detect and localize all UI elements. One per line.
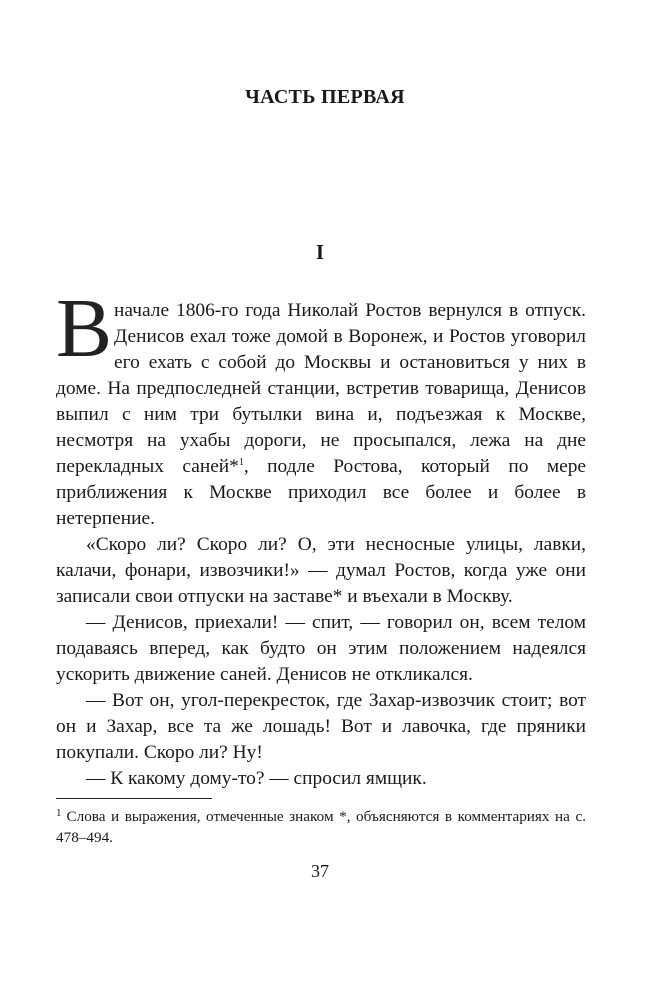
footnote-mark: 1 — [56, 807, 62, 819]
part-title: ЧАСТЬ ПЕРВАЯ — [245, 86, 405, 108]
paragraph-5: — К какому дому-то? — спросил ямщик. — [86, 768, 427, 789]
chapter-number: I — [315, 240, 325, 264]
footnote-divider — [56, 798, 212, 799]
paragraph-4: — Вот он, угол-перекресток, где Захар-извозчик стоит; вот он и Захар, все та же лошадь! Вот и лавочка, где пряники покупали. Скоро ли? Ну! — [56, 690, 586, 763]
page-number: 37 — [311, 861, 329, 881]
drop-cap: В — [56, 282, 113, 375]
footnote-ref: 1 — [238, 457, 244, 468]
paragraph-1-text-cont: , подле Ростова, который по мере приближения к Москве приходил все более и более в нетерпение. — [56, 456, 586, 529]
paragraph-1-text: начале 1806-го года Николай Ростов вернулся в отпуск. Денисов ехал тоже домой в Воронеж, и Ростов уговорил его ехать с собой до Москвы и остановиться у них в доме. На предпоследней станции, встретив товарища, Денисов выпил с ним три бутылки вина и, подъезжая к Москве, несмотря на ухабы дороги, не просыпался, лежа на дне перекладных саней* — [56, 300, 586, 477]
paragraph-1 — [56, 282, 586, 532]
chapter-text — [56, 282, 586, 792]
footnote — [56, 806, 586, 848]
paragraph-3: — Денисов, приехали! — спит, — говорил он, всем телом подаваясь вперед, как будто он этим положением надеялся ускорить движение саней. Денисов не откликался. — [56, 612, 586, 685]
footnote-text: Слова и выражения, отмеченные знаком *, объясняются в комментариях на с. 478–494. — [56, 808, 586, 846]
paragraph-2: «Скоро ли? Скоро ли? О, эти несносные улицы, лавки, калачи, фонари, извозчики!» — думал Ростов, когда уже они записали свои отпуски на заставе* и въехали в Москву. — [56, 534, 586, 607]
